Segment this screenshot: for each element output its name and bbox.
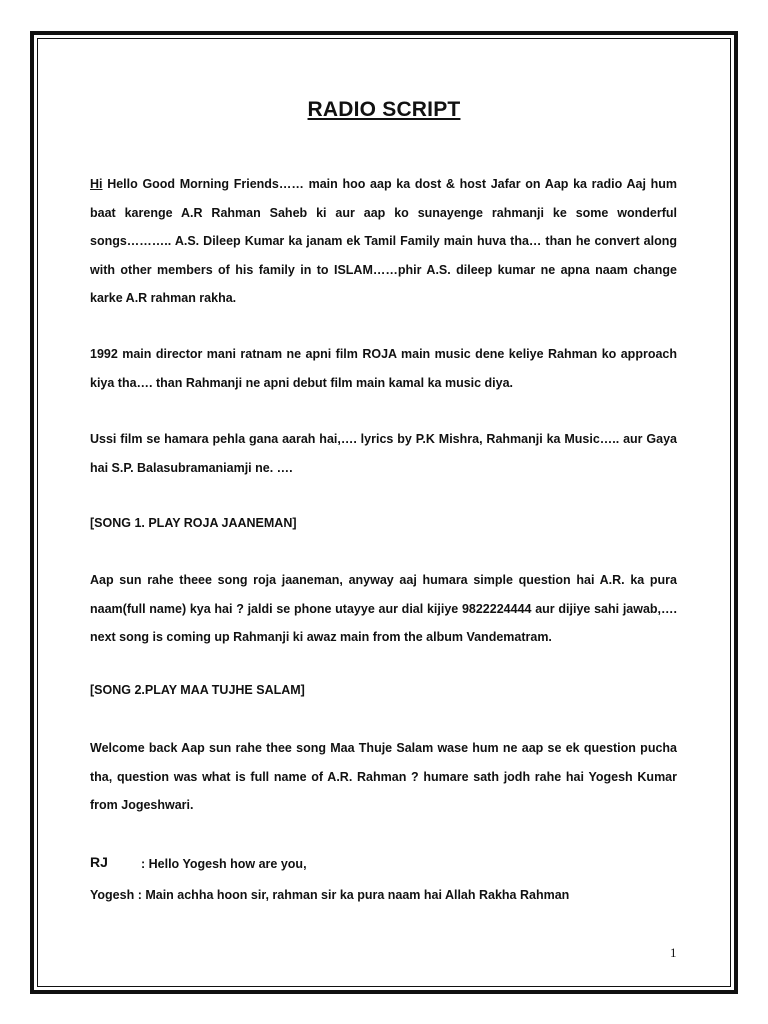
intro-text: Hello Good Morning Friends…… main hoo aap ka dost & host Jafar on Aap ka radio Aaj hum baat karenge A.R Rahman Saheb ki aur aap ko sunayenge rahmanji ke some wonderful songs……….. A.S. Dileep Kumar ka janam ek Tamil Family main huva tha… than he convert along with other members of his family in to ISLAM……phir A.S. dileep kumar ne apna naam change karke A.R rahman rakha. bbox=[90, 177, 677, 305]
paragraph-roja: 1992 main director mani ratnam ne apni film ROJA main music dene keliye Rahman ko approach kiya tha…. than Rahmanji ne apni debut film main kamal ka music diya. bbox=[90, 347, 677, 390]
document-title: RADIO SCRIPT bbox=[307, 98, 461, 121]
song-cue-1: [SONG 1. PLAY ROJA JAANEMAN] bbox=[90, 516, 297, 530]
rj-dialogue: : Hello Yogesh how are you, bbox=[141, 857, 307, 871]
greeting-word: Hi bbox=[90, 177, 103, 191]
paragraph-intro bbox=[90, 170, 677, 313]
page-number: 1 bbox=[670, 945, 677, 960]
yogesh-dialogue: Yogesh : Main achha hoon sir, rahman sir ka pura naam hai Allah Rakha Rahman bbox=[90, 888, 570, 902]
paragraph-first-song: Ussi film se hamara pehla gana aarah hai,…. lyrics by P.K Mishra, Rahmanji ka Music….. aur Gaya hai S.P. Balasubramaniamji ne. …. bbox=[90, 432, 677, 475]
paragraph-welcome-back: Welcome back Aap sun rahe thee song Maa Thuje Salam wase hum ne aap se ek question pucha tha, question was what is full name of A.R. Rahman ? humare sath jodh rahe hai Yogesh Kumar from Jogeshwari. bbox=[90, 741, 677, 812]
speaker-rj: RJ bbox=[90, 854, 108, 870]
paragraph-question: Aap sun rahe theee song roja jaaneman, anyway aaj humara simple question hai A.R. ka pura naam(full name) kya hai ? jaldi se phone utayye aur dial kijiye 9822224444 aur dijiye sahi jawab,…. next song is coming up Rahmanji ki awaz main from the album Vandematram. bbox=[90, 573, 677, 644]
song-cue-2: [SONG 2.PLAY MAA TUJHE SALAM] bbox=[90, 683, 305, 697]
